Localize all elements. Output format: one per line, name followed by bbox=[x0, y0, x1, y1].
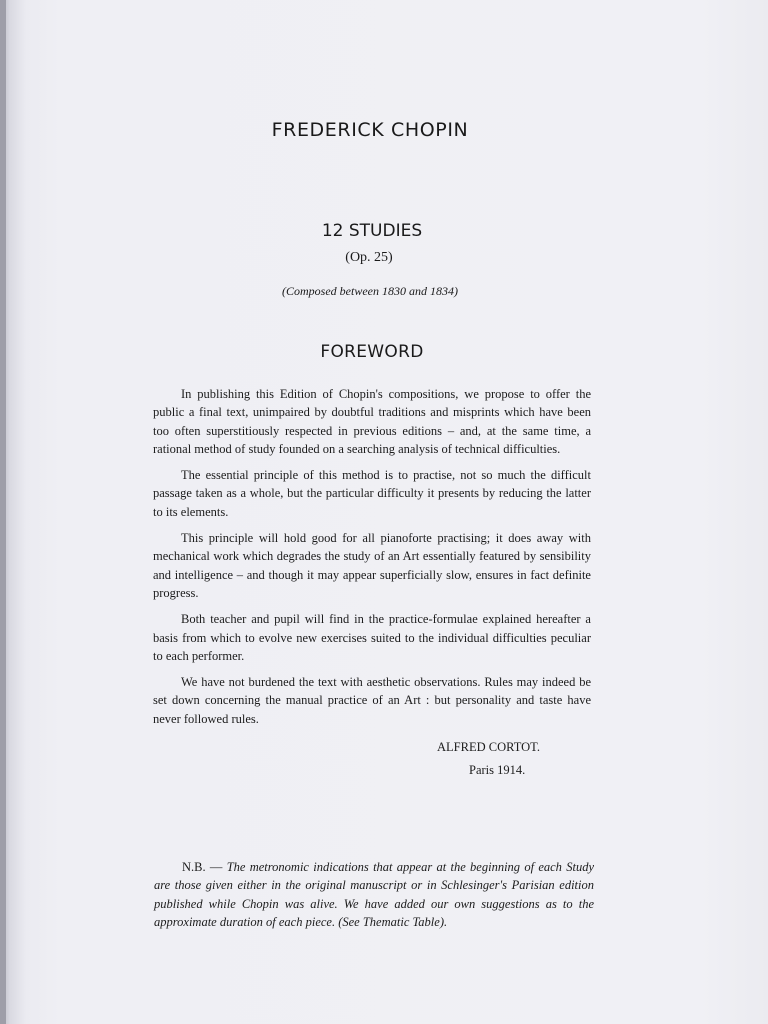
composer-name: FREDERICK CHOPIN bbox=[271, 119, 469, 141]
nota-bene bbox=[154, 858, 594, 932]
composition-dates: (Composed between 1830 and 1834) bbox=[282, 284, 458, 298]
place-date: Paris 1914. bbox=[469, 763, 526, 777]
foreword-paragraph: We have not burdened the text with aesthetic observations. Rules may indeed be set down concerning the manual practice of an Art : but personality and taste have never followed rules. bbox=[153, 675, 591, 726]
foreword-paragraph: This principle will hold good for all pianoforte practising; it does away with mechanical work which degrades the study of an Art essentially featured by sensibility and intelligence – and though it may appear superficially slow, ensures in fact definite progress. bbox=[153, 531, 591, 600]
foreword-paragraph: Both teacher and pupil will find in the practice-formulae explained hereafter a basis from which to evolve new exercises suited to the individual difficulties peculiar to each performer. bbox=[153, 612, 591, 663]
nota-bene-text: The metronomic indications that appear at the beginning of each Study are those given either in the original manuscript or in Schlesinger's Parisian edition published while Chopin was alive. We have added our own suggestions as to the approximate duration of each piece. (See Thematic Table). bbox=[154, 860, 594, 930]
author-signature: ALFRED CORTOT. bbox=[437, 740, 540, 754]
foreword-heading: FOREWORD bbox=[320, 342, 424, 362]
opus-number: (Op. 25) bbox=[345, 250, 393, 265]
nota-bene-lead: N.B. — bbox=[182, 860, 227, 874]
binding-shadow bbox=[0, 0, 6, 1024]
foreword-paragraph: The essential principle of this method is to practise, not so much the difficult passage taken as a whole, but the particular difficulty it presents by reducing the latter to its elements. bbox=[153, 468, 591, 519]
foreword-paragraph: In publishing this Edition of Chopin's compositions, we propose to offer the public a final text, unimpaired by doubtful traditions and misprints which have been too often superstitiously respected in previous editions – and, at the same time, a rational method of study founded on a searching analysis of technical difficulties. bbox=[153, 387, 591, 456]
foreword-body bbox=[153, 385, 591, 736]
work-title: 12 STUDIES bbox=[321, 221, 423, 241]
